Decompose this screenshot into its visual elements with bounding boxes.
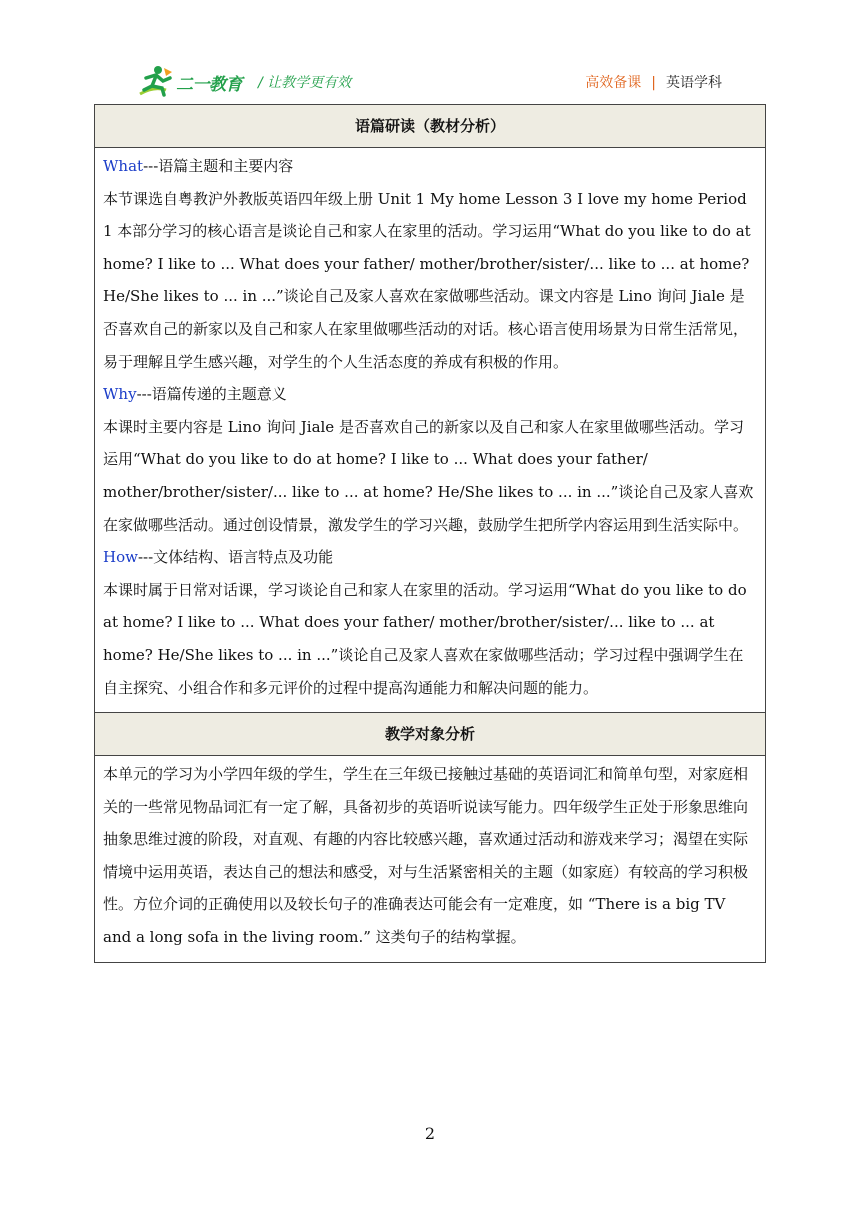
header-tags <box>585 72 722 92</box>
brand-name: 二一教育 <box>176 75 242 95</box>
section-title-learner-analysis: 教学对象分析 <box>95 713 766 756</box>
learner-paragraph: 本单元的学习为小学四年级的学生，学生在三年级已接触过基础的英语词汇和简单句型，对家庭相关的一些常见物品词汇有一定了解，具备初步的英语听说读写能力。四年级学生正处于形象思维向抽象思维过渡的阶段，对直观、有趣的内容比较感兴趣，喜欢通过活动和游戏来学习；渴望在实际情境中运用英语，表达自己的想法和感受，对与生活紧密相关的主题（如家庭）有较高的学习积极性。方位介词的正确使用以及较长句子的准确表达可能会有一定难度，如 “There is a big TV and a long sofa in the living room.” 这类句子的结构掌握。 <box>103 765 749 947</box>
page-number: 2 <box>424 1124 436 1143</box>
lesson-analysis-table <box>94 104 766 963</box>
what-keyword: What <box>103 157 144 175</box>
why-heading <box>103 378 757 411</box>
tag-subject: 英语学科 <box>666 75 722 91</box>
why-heading-text: ---语篇传递的主题意义 <box>136 385 287 404</box>
learner-analysis-cell <box>95 756 766 963</box>
how-heading <box>103 541 757 574</box>
what-heading <box>103 150 757 183</box>
what-paragraph: 本节课选自粤教沪外教版英语四年级上册 Unit 1 My home Lesson 3 I love my home Period 1 本部分学习的核心语言是谈论自己和家人在家里的活动。学习运用“What do you like to do at home? I like to ... What does your father/ mother/brother/sister/... like to ... at home? He/She likes to ... in ...”谈论自己及家人喜欢在家做哪些活动。课文内容是 Lino 询问 Jiale 是否喜欢自己的新家以及自己和家人在家里做哪些活动的对话。核心语言使用场景为日常生活常见，易于理解且学生感兴趣，对学生的个人生活态度的养成有积极的作用。 <box>103 189 751 371</box>
what-heading-text: ---语篇主题和主要内容 <box>143 157 294 175</box>
text-analysis-cell <box>95 148 766 713</box>
how-paragraph: 本课时属于日常对话课，学习谈论自己和家人在家里的活动。学习运用“What do you like to do at home? I like to ... What does your father/ mother/brother/sister/... like to ... at home? He/She likes to ... in ...”谈论自己及家人喜欢在家做哪些活动；学习过程中强调学生在自主探究、小组合作和多元评价的过程中提高沟通能力和解决问题的能力。 <box>103 580 747 697</box>
how-keyword: How <box>103 548 138 567</box>
why-paragraph: 本课时主要内容是 Lino 询问 Jiale 是否喜欢自己的新家以及自己和家人在家里做哪些活动。学习运用“What do you like to do at home? I like to ... What does your father/ mother/brother/sister/... like to ... at home? He/She likes to ... in ...”谈论自己及家人喜欢在家做哪些活动。通过创设情景，激发学生的学习兴趣，鼓励学生把所学内容运用到生活实际中。 <box>103 417 754 534</box>
tag-prep: 高效备课 <box>585 75 642 91</box>
section-title-text-analysis: 语篇研读（教材分析） <box>95 105 766 148</box>
brand-slogan: / 让教学更有效 <box>258 75 352 91</box>
page-header <box>0 0 860 100</box>
tag-separator: | <box>651 75 656 91</box>
why-keyword: Why <box>103 385 137 404</box>
how-heading-text: ---文体结构、语言特点及功能 <box>137 548 334 567</box>
